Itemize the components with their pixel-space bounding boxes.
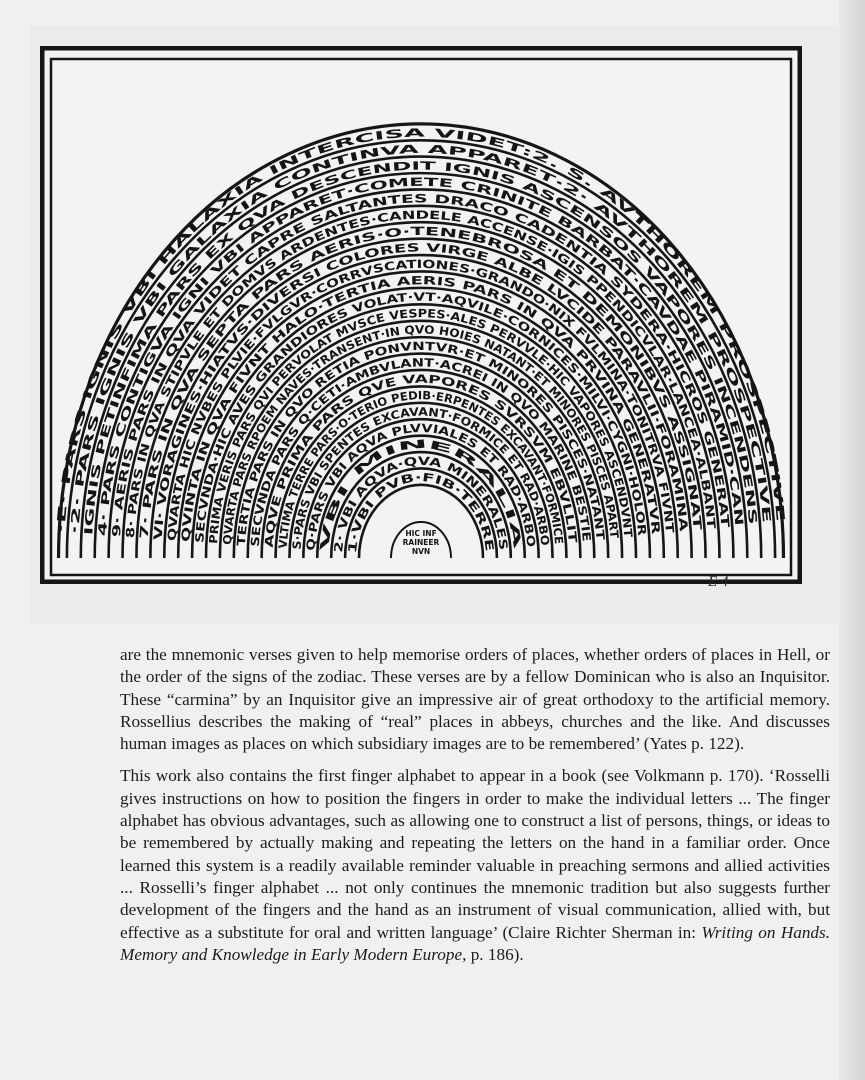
ring-inscription: QVARTA HIC NVBES PLVIE·FVLGVR·CORRVSCATIONES·GRANDO·NIX FVLMINA·TONITRVA FIVNT xyxy=(164,256,677,542)
ring-inscription: 9· AERIS PARS IN QVA VIDET CAPRE SALTANTES DRACO CADENTIA SYDERA·HICROS GENERAT xyxy=(108,191,732,538)
ring-inscription: ·2· PARS IGNIS VBI GALAXIA CONTINVA APPARET·2· AVTHOREM PROSPECTIVE xyxy=(67,141,774,535)
ring-inscription: VI· VORAGINES·HIATVS·DIVERSI COLORES VIRGE ALBE LVCIDE PARAVLII·FORAMINA xyxy=(150,240,691,541)
ring-inscription: ·E· PARS IGNIS VBI HALAXIA INTERCISA VIDET:2. S. AVTHOREM PROSPECTIVE xyxy=(53,125,787,534)
ring-inscription: SECVNDA PARS Q·CETI·AMBVLANT·ACREI IN QVO MARINE BESTIE xyxy=(247,355,594,548)
ring-inscription: VBI MINERALIA xyxy=(316,437,522,553)
body-text xyxy=(120,644,830,976)
center-inscription: RAINEER xyxy=(402,538,440,547)
book-title: Writing on Hands. Memory and Knowledge in Early Modern Europe xyxy=(120,922,830,964)
ring-inscription: QVARTA PARS RPOEM NAVES·TRANSENT·IN QVO HOIES NATANT·ET MINORES PISCES APART xyxy=(220,322,622,546)
ring-inscription: 8· PARS IN QVA STIPVLE ET DOMVS ARDENTES·CANDELE ACCENSE·IGIS PPENDICVLAR·LANCEA·ALBANT xyxy=(122,207,719,539)
ring-inscription: 4· PARS CONTIGVA IGNI VBI APPARET·COMETE CRINITE BARBAT·CAVDAE PIRAMID·CAN xyxy=(95,174,746,537)
ring-inscription: 7· PARS IN QVA SEPTA PARS AERIS·O·TENEBROSA ET DEMONIBVS ASSIGNAT xyxy=(136,223,705,540)
woodcut-diagram xyxy=(40,46,802,584)
ring-inscription: QVINTA IN QVA FIVNT HALO·TERTIA AERIS PARS IN QVA PRVINA GENERATVR xyxy=(178,273,663,543)
center-inscription: NVN xyxy=(411,547,431,556)
page-edge-shadow xyxy=(839,0,865,1080)
ring-inscription: AQVE PRIMA PARS QVE VAPORES SVRSVM EBVLLIT xyxy=(261,371,580,549)
ring-inscription: IGNIS PETINFIMA PARS EX QVA DESCENDIT IGNIS ASCENSOS VAPORES INCENDENS xyxy=(81,158,760,536)
paragraph-1: are the mnemonic verses given to help memorise orders of places, whether orders of places in Hell, or the order of the signs of the zodiac. These verses are by a fellow Dominican who is also an Inquisitor. These “carmina” by an Inquisitor give an impressive air of great orthodoxy to the artificial memory. Rossellius describes the making of “real” places in abbeys, churches and the like. And discusses human images as places on which subsidiary images are to be remembered’ (Yates p. 122). xyxy=(120,645,830,754)
plate-signature: E 4 xyxy=(708,574,729,590)
ring-inscription: TERTIA PARS IN QVO RETIA PONVNTVR·ET MINORES PISCES·NATANT xyxy=(233,338,608,547)
ring-inscription: VLTIMA TERRE PARS·O·TERIO PEDIB·ERPENTES EXCAVANT·FORMICE xyxy=(275,388,567,549)
ring-inscription: SECVNDA·HIC AVES GRANDIORES VOLAT·VT·AQVILE·CORNICES·MILVI·CYGNI·HOLOR xyxy=(192,289,649,544)
ring-inscription: S·PARS VBI SPENTES EXCAVANT·FORMICE ET RAD·ARBO xyxy=(289,404,553,550)
ring-inscription: Q·PARS VBI AQVA PLVVIALES ET RAD·ARBO xyxy=(303,420,539,552)
paragraph-2-end: , p. 186). xyxy=(462,944,524,964)
ring-inscription: 1·VBI PVB·FIB·TERRE xyxy=(344,469,497,554)
paragraph-2 xyxy=(120,765,830,966)
center-inscription: HIC INF xyxy=(405,529,437,538)
ring-inscription: 2· VBI AQVA·QVA MINERALES xyxy=(331,453,511,553)
paragraph-2-text: This work also contains the first finger alphabet to appear in a book (see Volkmann p. 170). ‘Rosselli gives instructions on how to position the fingers in order to make the individual letters ... The finger alphabet has obvious advantages, such as allowing one to construct a list of persons, things, or ideas to be remembered by actually making and repeating the letters on the hand in a familiar order. Once learned this system is a readily available reminder valuable in preaching sermons and allied activities ... Rosselli’s finger alphabet ... not only continues the mnemonic tradition but also suggests further development of the fingers and the hand as an instrument of visual communication, allied with, but effective as a substitute for oral and written language’ (Claire Richter Sherman in: xyxy=(120,766,830,942)
ring-inscription: PRIMA VERIS PARS QVI PERVOLAT MVSCE VESPES·ALES PERVVLE·HIC VAPORES ASCENDVNT xyxy=(206,306,636,545)
